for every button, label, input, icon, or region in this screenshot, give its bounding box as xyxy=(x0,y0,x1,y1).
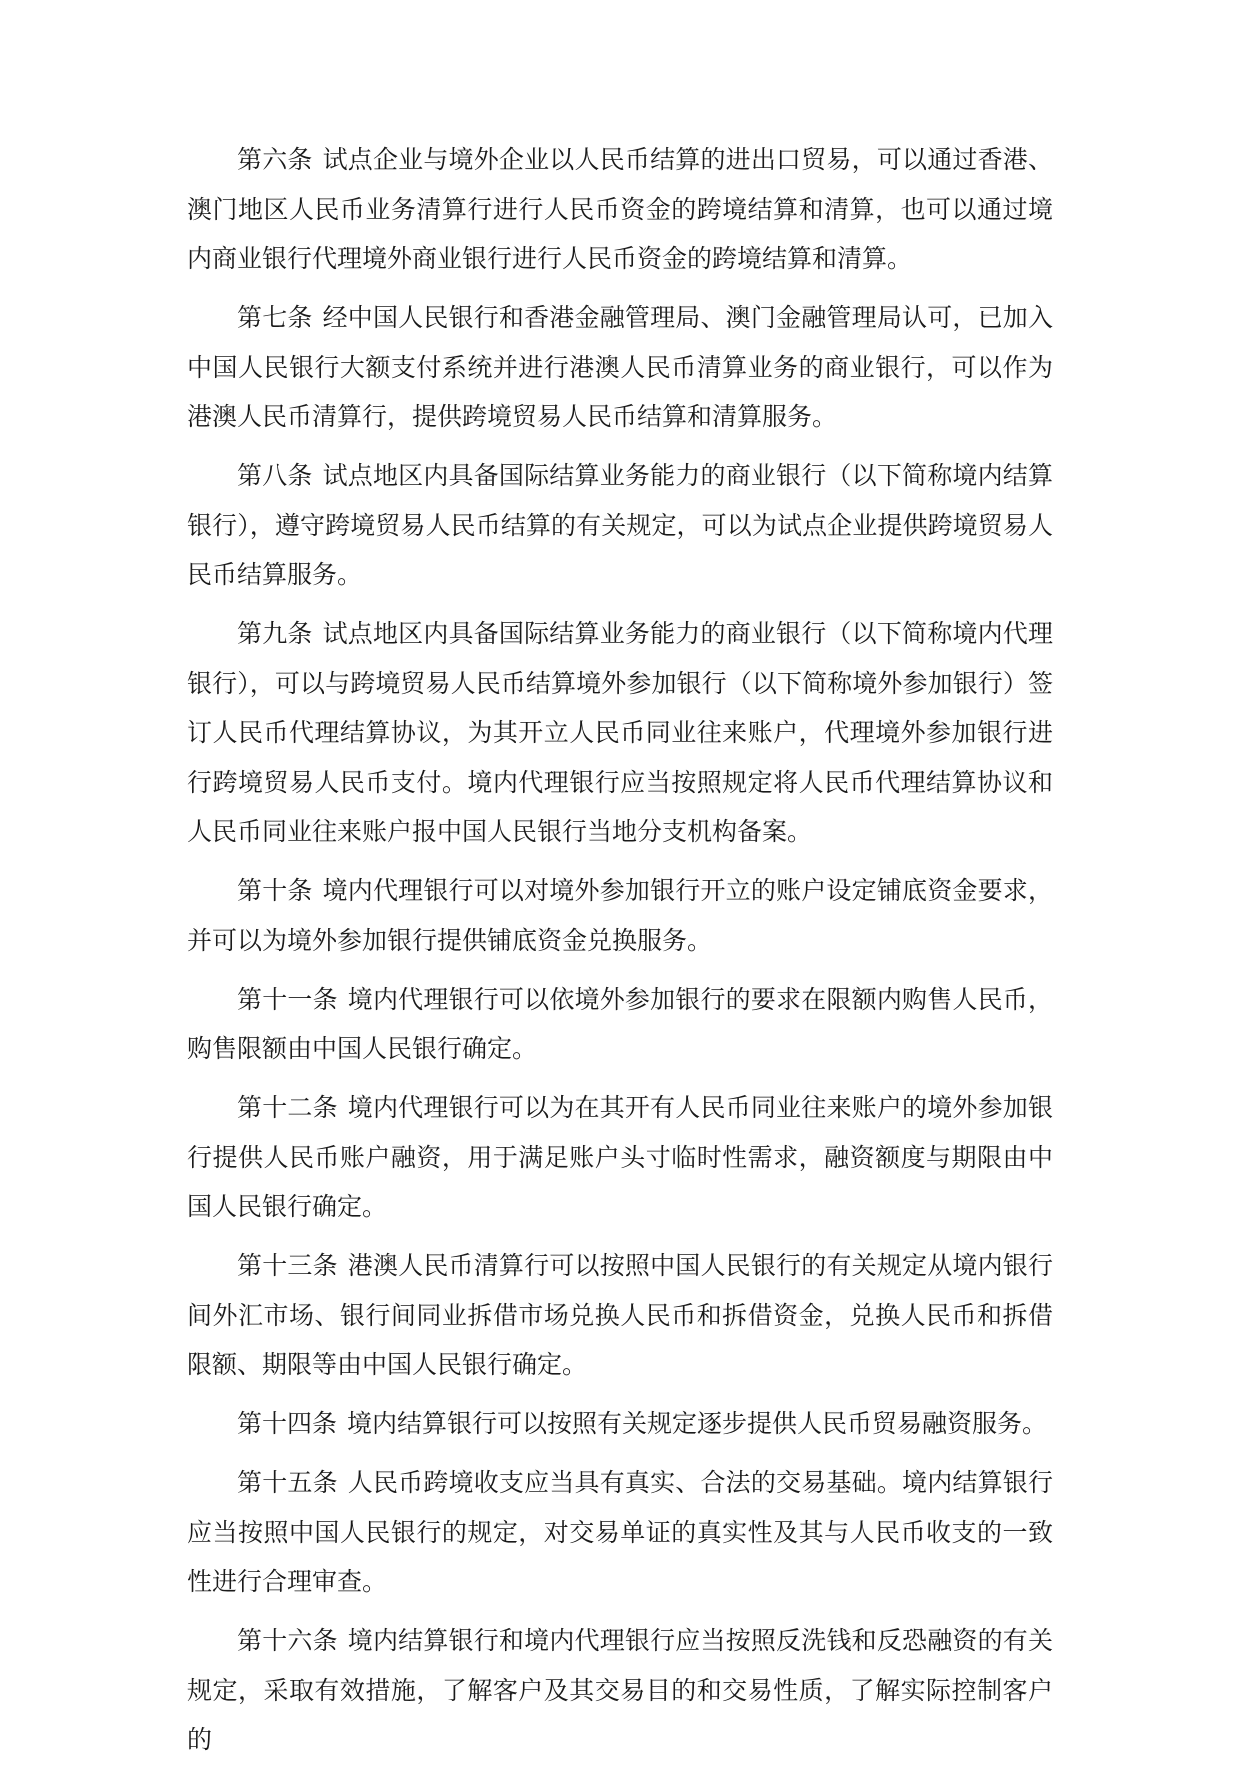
article-text: 经中国人民银行和香港金融管理局、澳门金融管理局认可，已加入中国人民银行大额支付系统并进行港澳人民币清算业务的商业银行，可以作为港澳人民币清算行，提供跨境贸易人民币结算和清算服务。 xyxy=(187,303,1053,431)
article-text: 试点地区内具备国际结算业务能力的商业银行（以下简称境内代理银行），可以与跨境贸易人民币结算境外参加银行（以下简称境外参加银行）签订人民币代理结算协议，为其开立人民币同业往来账户，代理境外参加银行进行跨境贸易人民币支付。境内代理银行应当按照规定将人民币代理结算协议和人民币同业往来账户报中国人民银行当地分支机构备案。 xyxy=(187,619,1053,846)
article-number: 第十二条 xyxy=(237,1093,338,1122)
article-number: 第九条 xyxy=(237,619,313,648)
article-text: 人民币跨境收支应当具有真实、合法的交易基础。境内结算银行应当按照中国人民银行的规定，对交易单证的真实性及其与人民币收支的一致性进行合理审查。 xyxy=(187,1468,1053,1596)
article-text: 境内结算银行和境内代理银行应当按照反洗钱和反恐融资的有关规定，采取有效措施，了解客户及其交易目的和交易性质，了解实际控制客户的 xyxy=(187,1626,1053,1754)
document-body xyxy=(187,135,1053,1774)
article-text: 境内代理银行可以为在其开有人民币同业往来账户的境外参加银行提供人民币账户融资，用于满足账户头寸临时性需求，融资额度与期限由中国人民银行确定。 xyxy=(187,1093,1053,1221)
article-11 xyxy=(187,975,1053,1074)
article-13 xyxy=(187,1241,1053,1390)
article-number: 第六条 xyxy=(237,145,313,174)
article-14 xyxy=(187,1399,1053,1449)
article-text: 港澳人民币清算行可以按照中国人民银行的有关规定从境内银行间外汇市场、银行间同业拆借市场兑换人民币和拆借资金，兑换人民币和拆借限额、期限等由中国人民银行确定。 xyxy=(187,1251,1053,1379)
article-number: 第十一条 xyxy=(237,984,338,1014)
article-6 xyxy=(187,135,1053,284)
article-number: 第十五条 xyxy=(237,1468,338,1497)
article-10 xyxy=(187,866,1053,965)
article-12 xyxy=(187,1083,1053,1232)
article-number: 第七条 xyxy=(237,303,313,332)
article-9 xyxy=(187,609,1053,857)
article-text: 境内代理银行可以依境外参加银行的要求在限额内购售人民币，购售限额由中国人民银行确定。 xyxy=(187,984,1053,1063)
article-text: 境内代理银行可以对境外参加银行开立的账户设定铺底资金要求，并可以为境外参加银行提供铺底资金兑换服务。 xyxy=(187,876,1053,955)
article-number: 第十六条 xyxy=(237,1626,338,1655)
article-8 xyxy=(187,451,1053,600)
article-7 xyxy=(187,293,1053,442)
article-15 xyxy=(187,1458,1053,1607)
article-number: 第十三条 xyxy=(237,1251,338,1280)
article-text: 境内结算银行可以按照有关规定逐步提供人民币贸易融资服务。 xyxy=(347,1409,1048,1438)
article-number: 第十条 xyxy=(237,876,313,905)
article-text: 试点企业与境外企业以人民币结算的进出口贸易，可以通过香港、澳门地区人民币业务清算行进行人民币资金的跨境结算和清算，也可以通过境内商业银行代理境外商业银行进行人民币资金的跨境结算和清算。 xyxy=(187,145,1053,273)
article-16 xyxy=(187,1616,1053,1765)
article-number: 第十四条 xyxy=(237,1409,338,1438)
article-text: 试点地区内具备国际结算业务能力的商业银行（以下简称境内结算银行），遵守跨境贸易人民币结算的有关规定，可以为试点企业提供跨境贸易人民币结算服务。 xyxy=(187,461,1053,589)
article-number: 第八条 xyxy=(237,461,313,490)
